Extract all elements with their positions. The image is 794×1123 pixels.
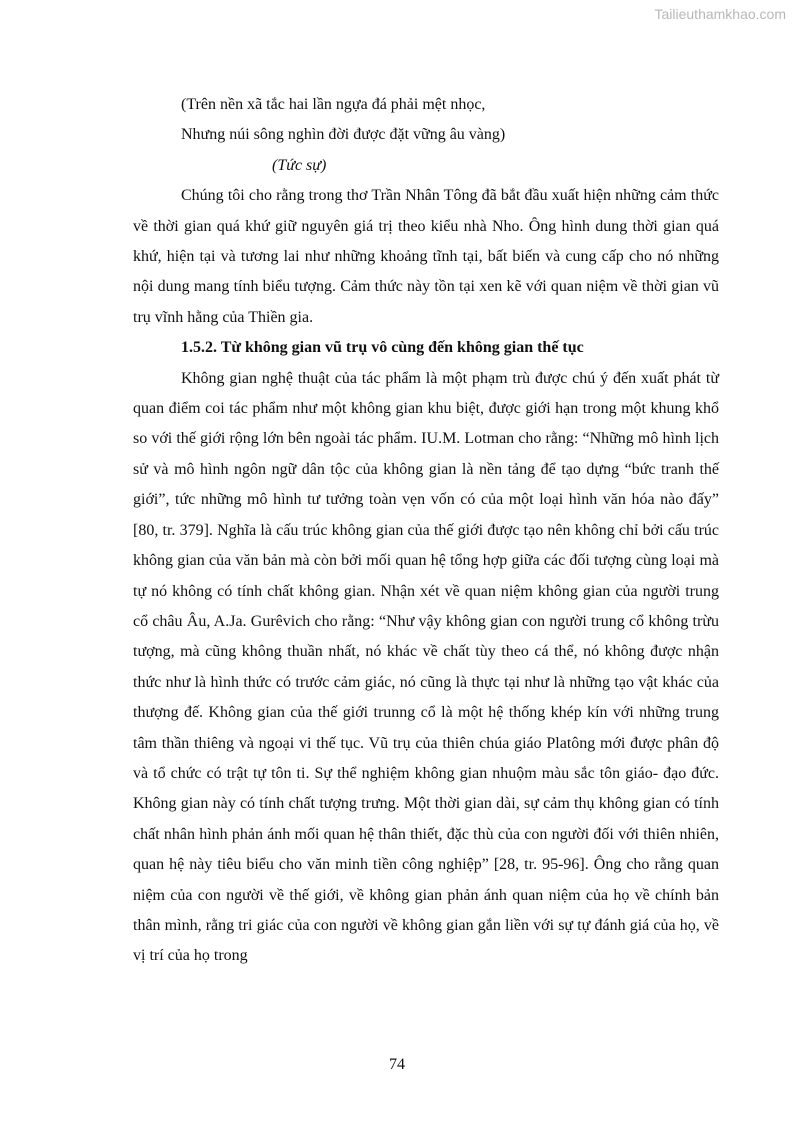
- body-paragraph: Không gian nghệ thuật của tác phẩm là một phạm trù được chú ý đến xuất phát từ quan điểm coi tác phẩm như một không gian khu biệt, được giới hạn trong một khung khổ so với thế giới rộng lớn bên ngoài tác phẩm. IU.M. Lotman cho rằng: “Những mô hình lịch sử và mô hình ngôn ngữ dân tộc của không gian là nền tảng để tạo dựng “bức tranh thế giới”, tức những mô hình tư tưởng toàn vẹn vốn có của một loại hình văn hóa nào đấy” [80, tr. 379]. Nghĩa là cấu trúc không gian của thế giới được tạo nên không chỉ bởi cấu trúc không gian của văn bản mà còn bởi mối quan hệ tổng hợp giữa các đối tượng cùng loại mà tự nó không có tính chất không gian. Nhận xét về quan niệm không gian của người trung cổ châu Âu, A.Ja. Gurêvich cho rằng: “Như vậy không gian con người trung cổ không trừu tượng, mà cũng không thuần nhất, nó khác về chất tùy theo cá thể, nó không được nhận thức như là hình thức có trước cảm giác, nó cũng là thực tại như là những tạo vật khác của thượng đế. Không gian của thế giới trunng cổ là một hệ thống khép kín với những trung tâm thần thiêng và ngoại vi thế tục. Vũ trụ của thiên chúa giáo Platông mới được phân độ và tổ chức có trật tự tôn ti. Sự thể nghiệm không gian nhuộm màu sắc tôn giáo- đạo đức. Không gian này có tính chất tượng trưng. Một thời gian dài, sự cảm thụ không gian có tính chất nhân hình phản ánh mối quan hệ thân thiết, đặc thù của con người đối với thiên nhiên, quan hệ này tiêu biểu cho văn minh tiền công nghiệp” [28, tr. 95-96]. Ông cho rằng quan niệm của con người về thế giới, về không gian phản ánh quan niệm của họ về chính bản thân mình, rằng tri giác của con người về không gian gắn liền với sự tự đánh giá của họ, về vị trí của họ trong: [133, 369, 719, 965]
- verse-attribution: (Tức sự): [272, 156, 327, 174]
- watermark-text: Tailieuthamkhao.com: [654, 6, 786, 22]
- body-paragraph: Chúng tôi cho rằng trong thơ Trần Nhân Tông đã bắt đầu xuất hiện những cảm thức về thời gian quá khứ giữ nguyên giá trị theo kiểu nhà Nho. Ông hình dung thời gian quá khứ, hiện tại và tương lai như những khoảng tĩnh tại, bất biến và cung cấp cho nó những nội dung mang tính biểu tượng. Cảm thức này tồn tại xen kẽ với quan niệm về thời gian vũ trụ vĩnh hằng của Thiền gia.: [133, 187, 719, 326]
- page-body: [133, 90, 719, 972]
- verse-line: (Trên nền xã tắc hai lần ngựa đá phải mệt nhọc,: [181, 96, 486, 113]
- page-number: 74: [389, 1056, 405, 1073]
- section-heading: 1.5.2. Từ không gian vũ trụ vô cùng đến không gian thế tục: [181, 339, 584, 357]
- verse-line: Nhưng núi sông nghìn đời được đặt vững âu vàng): [181, 126, 506, 144]
